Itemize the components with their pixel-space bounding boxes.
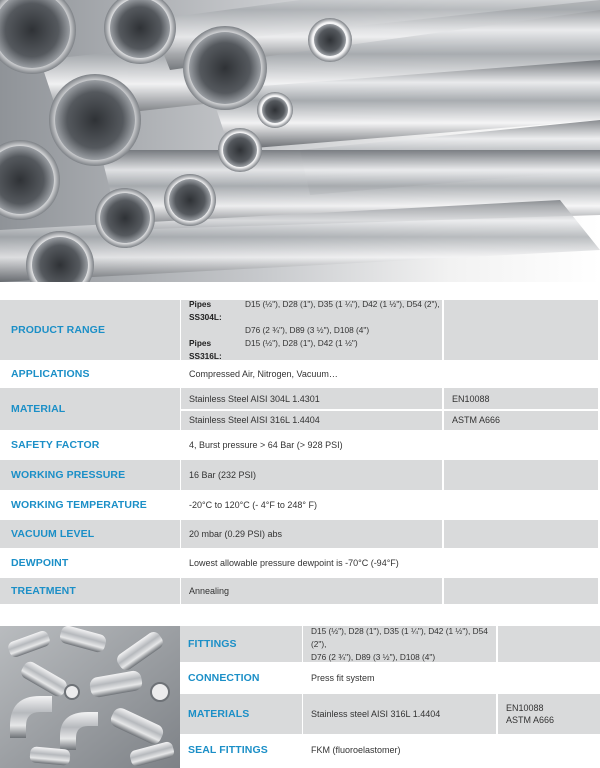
material-standards	[442, 388, 598, 430]
connection-label: CONNECTION	[180, 664, 302, 692]
dewpoint-row	[0, 550, 600, 578]
product-range-line: D76 (2 ¾"), D89 (3 ½"), D108 (4")	[245, 324, 370, 335]
material-value: Stainless Steel AISI 304L 1.4301	[189, 394, 320, 404]
treatment-label: TREATMENT	[0, 578, 180, 604]
materials-row	[180, 694, 600, 736]
materials-value: Stainless steel AISI 316L 1.4404	[302, 694, 496, 734]
dewpoint-value: Lowest allowable pressure dewpoint is -70°C (-94°F)	[180, 550, 442, 576]
applications-value: Compressed Air, Nitrogen, Vacuum…	[180, 362, 442, 386]
product-range-standard	[442, 300, 598, 360]
product-range-line: Pipes SS316L: D15 (½"), D28 (1"), D42 (1 ½")	[189, 337, 358, 361]
seal-fittings-label: SEAL FITTINGS	[180, 736, 302, 764]
treatment-row	[0, 578, 600, 606]
fittings-label: FITTINGS	[180, 626, 302, 662]
fittings-row	[180, 626, 600, 664]
fittings-values	[302, 626, 496, 662]
fittings-line: D76 (2 ¾"), D89 (3 ½"), D108 (4")	[311, 651, 436, 662]
working-pressure-value: 16 Bar (232 PSI)	[180, 460, 442, 490]
vacuum-level-row	[0, 520, 600, 550]
safety-factor-row	[0, 432, 600, 460]
fittings-spec-table	[180, 626, 600, 766]
product-range-line: Pipes SS304L: D15 (½"), D28 (1"), D35 (1 ¼"), D42 (1 ½"), D54 (2"),	[189, 298, 440, 322]
product-range-row	[0, 300, 600, 362]
product-range-values	[180, 300, 442, 360]
material-row	[0, 388, 600, 432]
working-pressure-row	[0, 460, 600, 492]
pipes-photo	[0, 0, 600, 282]
working-temperature-value: -20°C to 120°C (- 4°F to 248° F)	[180, 492, 442, 518]
safety-factor-value: 4, Burst pressure > 64 Bar (> 928 PSI)	[180, 432, 442, 458]
materials-standard: EN10088	[506, 703, 544, 713]
working-temperature-row	[0, 492, 600, 520]
fittings-illustration	[0, 626, 180, 768]
treatment-value: Annealing	[180, 578, 442, 604]
fittings-line: D15 (½"), D28 (1"), D35 (1 ¼"), D42 (1 ½"), D54 (2"),	[311, 625, 488, 649]
connection-row	[180, 664, 600, 694]
materials-standards	[496, 694, 600, 734]
materials-label: MATERIALS	[180, 694, 302, 734]
pipes-illustration	[0, 0, 600, 282]
pipes-spec-table	[0, 300, 600, 606]
vacuum-level-value: 20 mbar (0.29 PSI) abs	[180, 520, 442, 548]
safety-factor-label: SAFETY FACTOR	[0, 432, 180, 458]
vacuum-level-label: VACUUM LEVEL	[0, 520, 180, 548]
seal-fittings-row	[180, 736, 600, 766]
dewpoint-label: DEWPOINT	[0, 550, 180, 576]
materials-standard: ASTM A666	[506, 715, 555, 725]
working-pressure-label: WORKING PRESSURE	[0, 460, 180, 490]
applications-row	[0, 362, 600, 388]
connection-value: Press fit system	[302, 664, 496, 692]
applications-label: APPLICATIONS	[0, 362, 180, 386]
material-value: Stainless Steel AISI 316L 1.4404	[181, 409, 442, 429]
material-label: MATERIAL	[0, 388, 180, 430]
working-temperature-label: WORKING TEMPERATURE	[0, 492, 180, 518]
material-values	[180, 388, 442, 430]
fittings-photo	[0, 626, 180, 768]
material-standard: EN10088	[452, 394, 490, 404]
seal-fittings-value: FKM (fluoroelastomer)	[302, 736, 496, 764]
product-range-label: PRODUCT RANGE	[0, 300, 180, 360]
material-standard: ASTM A666	[444, 409, 598, 429]
